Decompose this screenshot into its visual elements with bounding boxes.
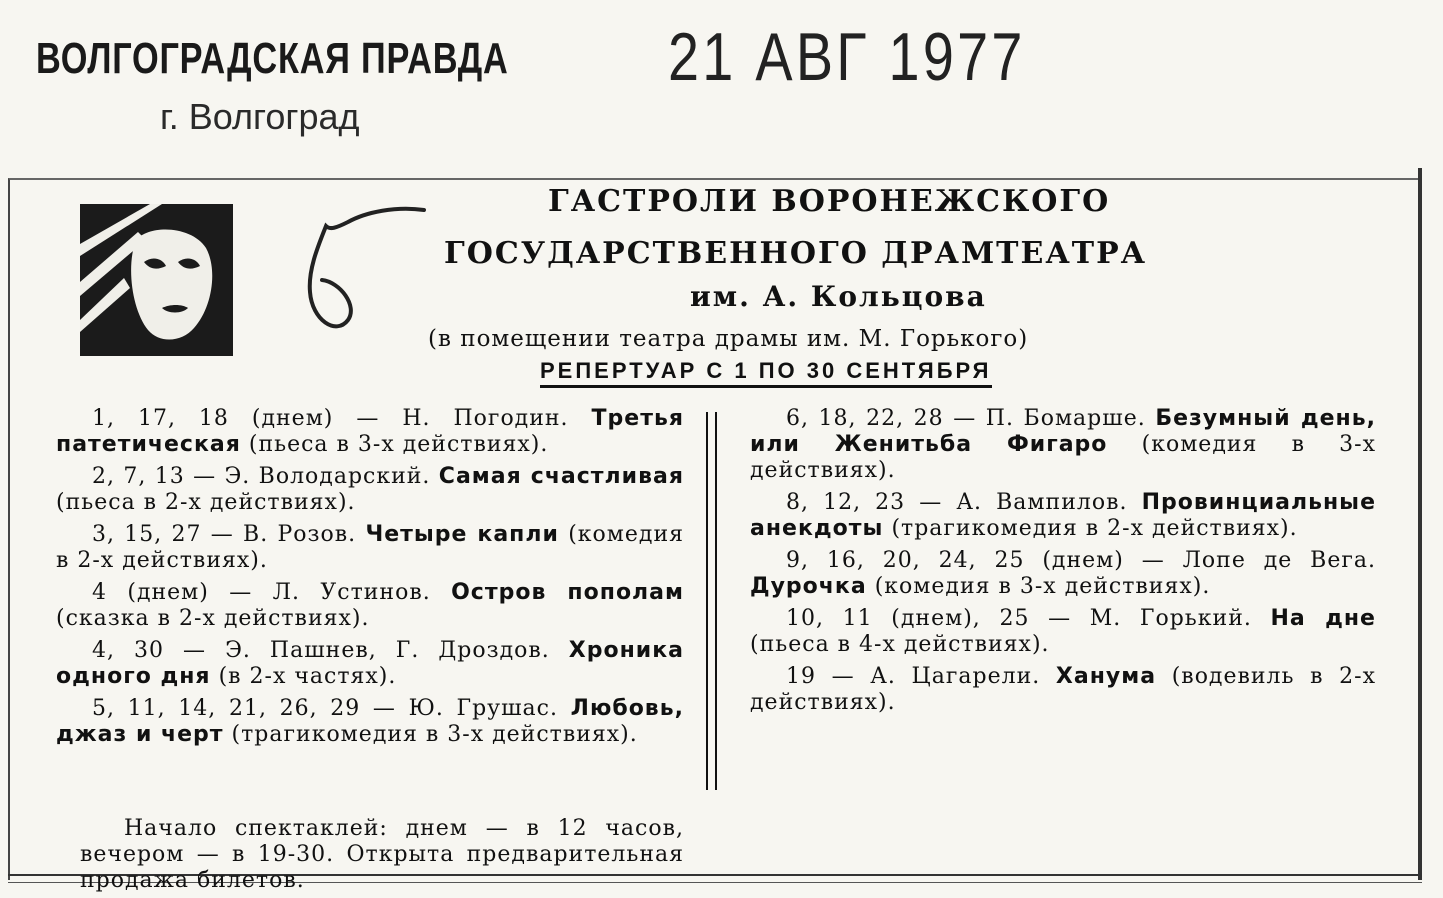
schedule-entry: 8, 12, 23 — А. Вампилов. Провинциальные анекдоты (трагикомедия в 2-х действиях). [750, 490, 1376, 541]
schedule-entry: 5, 11, 14, 21, 26, 29 — Ю. Грушас. Любовь, джаз и черт (трагикомедия в 3-х действиях). [56, 696, 684, 747]
schedule-entry: 1, 17, 18 (днем) — Н. Погодин. Третья патетическая (пьеса в 3-х действиях). [56, 406, 685, 457]
city-stamp: г. Волгоград [160, 96, 360, 137]
venue-note: (в помещении театра драмы им. М. Горького) [428, 326, 1029, 352]
theatre-mask-logo [80, 204, 233, 356]
schedule-entry: 6, 18, 22, 28 — П. Бомарше. Безумный день, или Женитьба Фигаро (комедия в 3-х действиях). [750, 406, 1377, 483]
date-stamp: 21 АВГ 1977 [668, 19, 1026, 95]
clipping-right-edge [1418, 168, 1422, 880]
headline-line-3: им. А. Кольцова [690, 280, 987, 313]
newspaper-stamp: ВОЛГОГРАДСКАЯ ПРАВДА [36, 34, 509, 83]
headline-line-1: ГАСТРОЛИ ВОРОНЕЖСКОГО [548, 184, 1111, 219]
handwritten-number-mark [296, 196, 436, 342]
schedule-entry: 9, 16, 20, 24, 25 (днем) — Лопе де Вега. Дурочка (комедия в 3-х действиях). [750, 548, 1376, 599]
schedule-entry: 19 — А. Цагарели. Ханума (водевиль в 2-х действиях). [750, 664, 1376, 715]
schedule-entry: 4, 30 — Э. Пашнев, Г. Дроздов. Хроника одного дня (в 2-х частях). [56, 638, 684, 689]
right-column [750, 406, 1376, 722]
schedule-entry: 2, 7, 13 — Э. Володарский. Самая счастливая (пьеса в 2-х действиях). [56, 464, 684, 515]
column-divider [706, 412, 717, 790]
headline-line-2: ГОСУДАРСТВЕННОГО ДРАМТЕАТРА [444, 236, 1148, 271]
schedule-entry: 10, 11 (днем), 25 — М. Горький. На дне (пьеса в 4-х действиях). [750, 606, 1376, 657]
repertoire-heading: РЕПЕРТУАР С 1 ПО 30 СЕНТЯБРЯ [540, 358, 992, 388]
schedule-entry: 4 (днем) — Л. Устинов. Остров пополам (сказка в 2-х действиях). [56, 580, 685, 631]
performance-times-note: Начало спектаклей: днем — в 12 часов, вечером — в 19-30. Открыта предварительная продажа билетов. [80, 816, 684, 893]
left-column [56, 406, 684, 754]
schedule-entry: 3, 15, 27 — В. Розов. Четыре капли (комедия в 2-х действиях). [56, 522, 684, 573]
